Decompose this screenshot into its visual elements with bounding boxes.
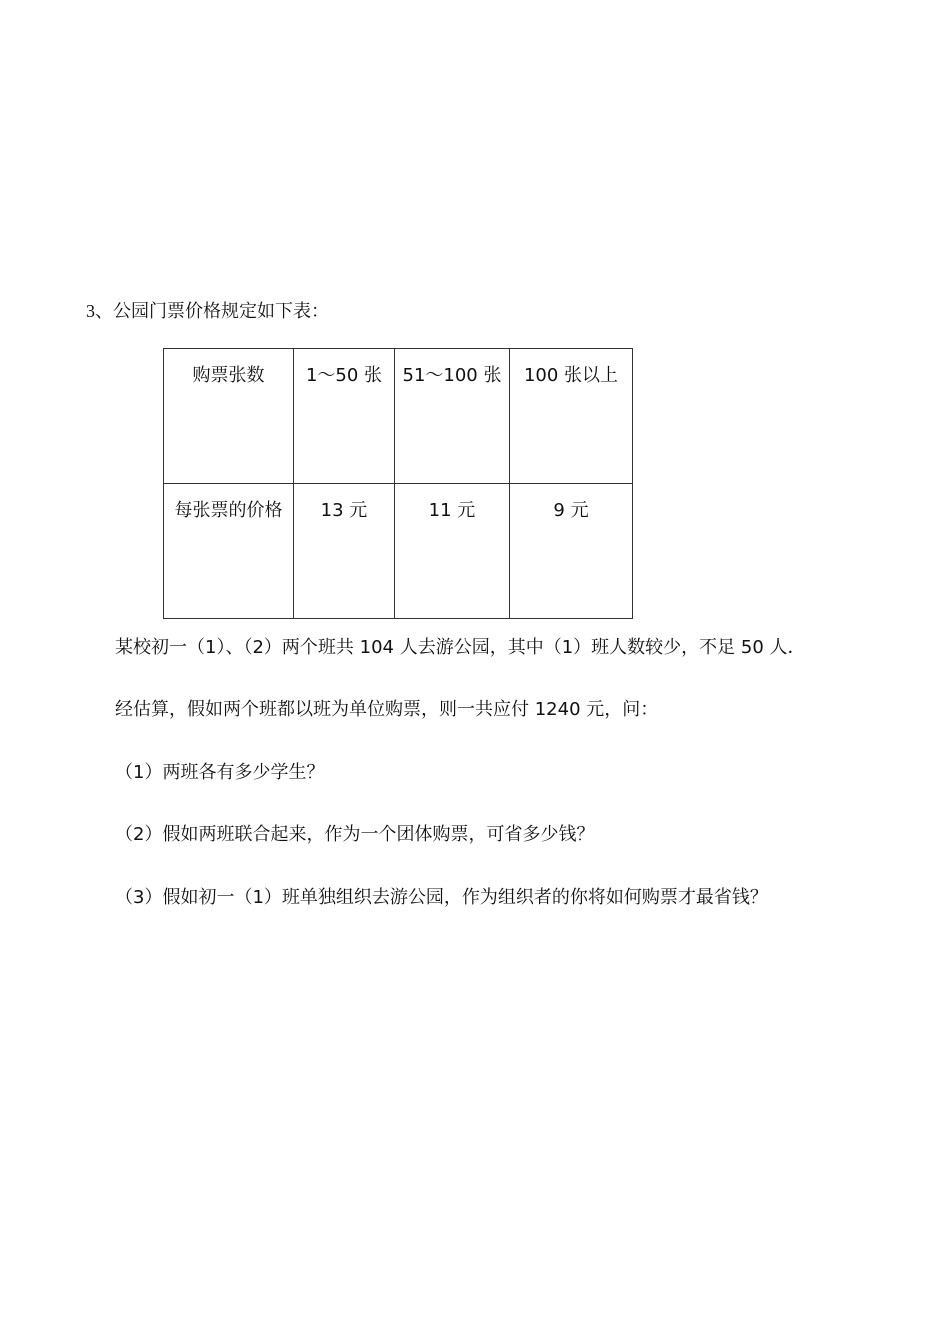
table-cell: 100 张以上: [510, 349, 633, 484]
table-cell: 13 元: [294, 484, 395, 619]
table-cell: 1～50 张: [294, 349, 395, 484]
problem-statement-line-2: 经估算，假如两个班都以班为单位购票，则一共应付 1240 元，问：: [115, 699, 659, 720]
sub-question-1: （1）两班各有多少学生？: [115, 762, 325, 783]
question-number: 3、: [86, 301, 113, 321]
table-cell: 51～100 张: [395, 349, 510, 484]
table-row: [164, 349, 633, 484]
table-cell: 11 元: [395, 484, 510, 619]
table-cell: 9 元: [510, 484, 633, 619]
problem-statement-line-1: 某校初一（1）、（2）两个班共 104 人去游公园，其中（1）班人数较少，不足 50 人．: [115, 637, 806, 658]
table-row: [164, 484, 633, 619]
price-table: [163, 348, 633, 619]
sub-question-2: （2）假如两班联合起来，作为一个团体购票，可省多少钱？: [115, 824, 595, 845]
sub-question-3: （3）假如初一（1）班单独组织去游公园，作为组织者的你将如何购票才最省钱？: [115, 887, 768, 908]
row-label-ticket-count: 购票张数: [164, 349, 294, 484]
row-label-price: 每张票的价格: [164, 484, 294, 619]
question-heading: [86, 298, 329, 325]
question-title: 公园门票价格规定如下表：: [113, 301, 329, 322]
